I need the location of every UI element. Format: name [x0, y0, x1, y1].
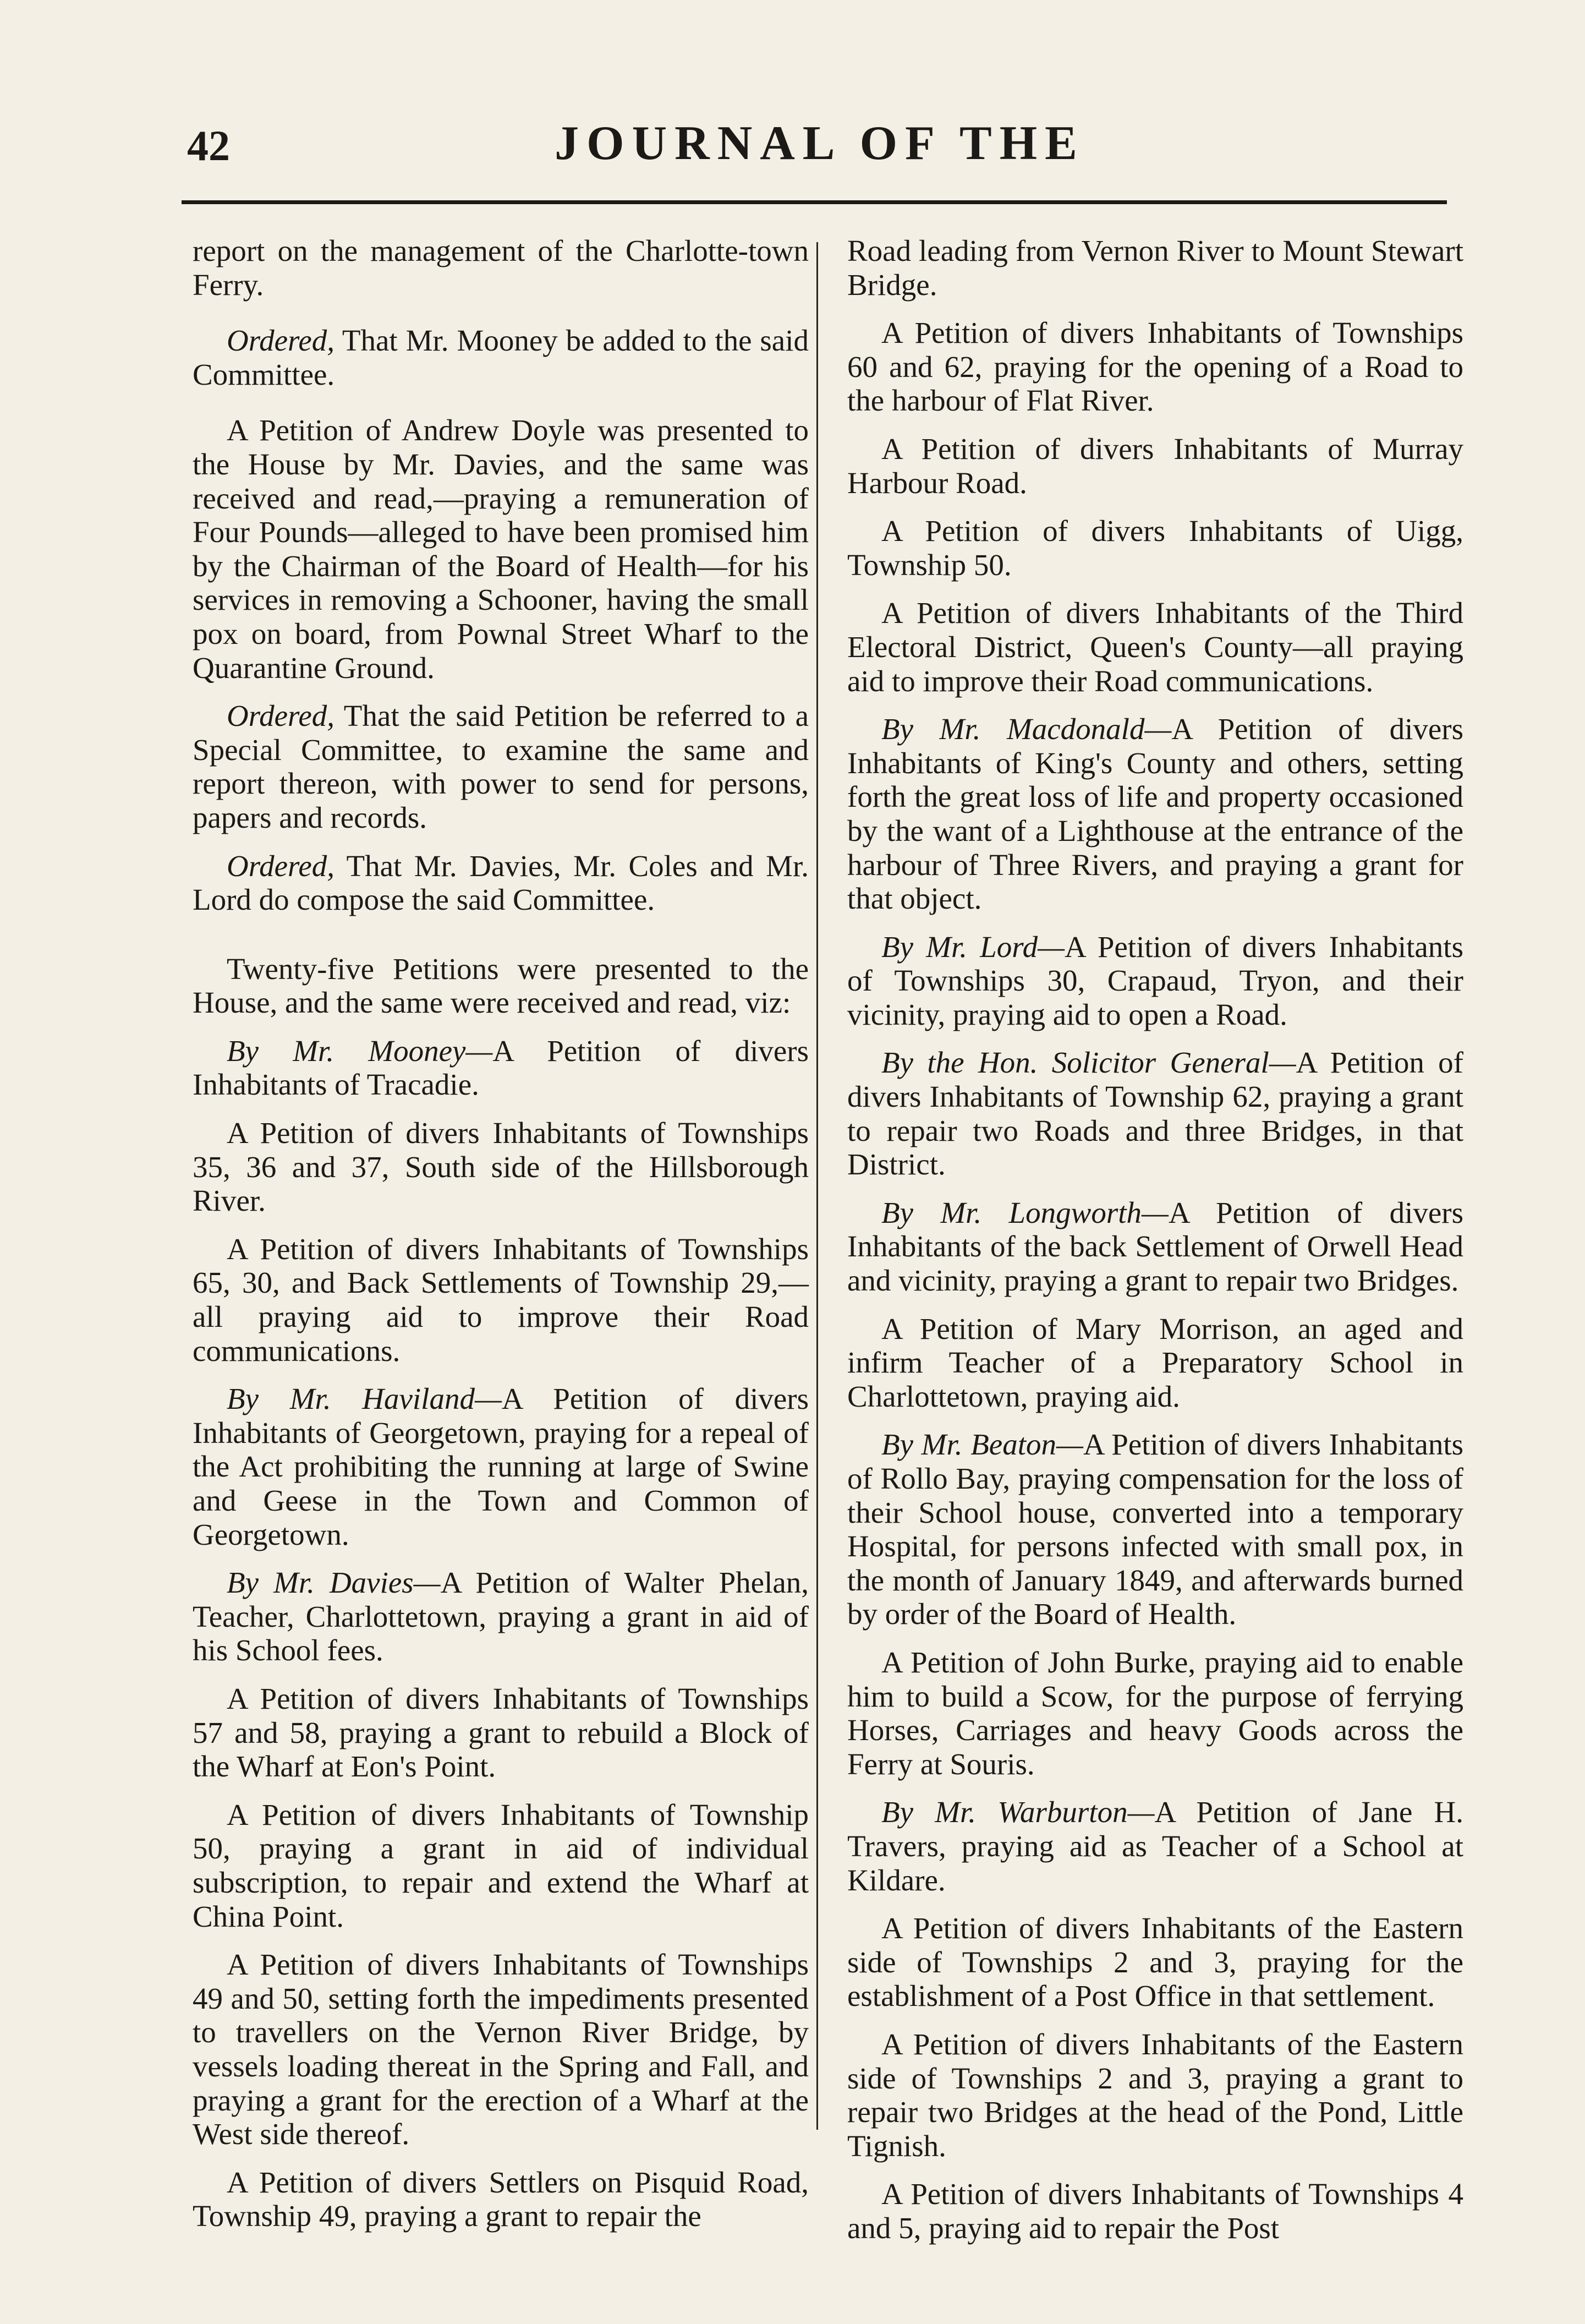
- header-rule: [182, 200, 1447, 204]
- paragraph: A Petition of Andrew Doyle was presented to the House by Mr. Davies, and the same was received and read,—praying a remuneration of Four Pounds—alleged to have been promised him by the Chairman of the Board of Health—for his services in removing a Schooner, having the small pox on board, from Pownal Street Wharf to the Quarantine Ground.: [193, 413, 809, 685]
- paragraph: Twenty-five Petitions were presented to the House, and the same were received and read, viz:: [193, 952, 809, 1020]
- page-number: 42: [187, 122, 230, 169]
- paragraph: By Mr. Mooney—A Petition of divers Inhabitants of Tracadie.: [193, 1034, 809, 1102]
- paragraph: Ordered, That Mr. Davies, Mr. Coles and Mr. Lord do compose the said Committee.: [193, 849, 809, 917]
- paragraph: A Petition of divers Inhabitants of Townships 60 and 62, praying for the opening of a Road to the harbour of Flat River.: [847, 316, 1463, 418]
- paragraph: By Mr. Lord—A Petition of divers Inhabitants of Townships 30, Crapaud, Tryon, and their vicinity, praying aid to open a Road.: [847, 929, 1463, 1031]
- paragraph: By Mr. Longworth—A Petition of divers Inhabitants of the back Settlement of Orwell Head and vicinity, praying a grant to repair two Bridges.: [847, 1195, 1463, 1298]
- paragraph: A Petition of John Burke, praying aid to enable him to build a Scow, for the purpose of ferrying Horses, Carriages and heavy Goods across the Ferry at Souris.: [847, 1645, 1463, 1781]
- paragraph: By Mr. Haviland—A Petition of divers Inhabitants of Georgetown, praying for a repeal of the Act prohibiting the running at large of Swine and Geese in the Town and Common of Georgetown.: [193, 1382, 809, 1551]
- column-divider: [816, 242, 818, 2130]
- paragraph: A Petition of divers Inhabitants of the Eastern side of Townships 2 and 3, praying a grant to repair two Bridges at the head of the Pond, Little Tignish.: [847, 2027, 1463, 2163]
- paragraph: Ordered, That the said Petition be referred to a Special Committee, to examine the same and report thereon, with power to send for persons, papers and records.: [193, 699, 809, 834]
- paragraph: A Petition of divers Inhabitants of Murray Harbour Road.: [847, 431, 1463, 500]
- paragraph: A Petition of divers Settlers on Pisquid Road, Township 49, praying a grant to repair the: [193, 2165, 809, 2233]
- paragraph: By Mr. Davies—A Petition of Walter Phelan, Teacher, Charlottetown, praying a grant in aid of his School fees.: [193, 1566, 809, 1667]
- paragraph: A Petition of divers Inhabitants of Townships 4 and 5, praying aid to repair the Post: [847, 2177, 1463, 2245]
- paragraph: A Petition of divers Inhabitants of Townships 57 and 58, praying a grant to rebuild a Block of the Wharf at Eon's Point.: [193, 1681, 809, 1784]
- running-title: JOURNAL OF THE: [555, 117, 1085, 170]
- right-column: [847, 234, 1463, 2259]
- paragraph: Road leading from Vernon River to Mount Stewart Bridge.: [847, 234, 1463, 302]
- paragraph: A Petition of divers Inhabitants of Uigg, Township 50.: [847, 514, 1463, 582]
- paragraph: A Petition of divers Inhabitants of the Eastern side of Townships 2 and 3, praying for the establishment of a Post Office in that settlement.: [847, 1911, 1463, 2013]
- paragraph: A Petition of divers Inhabitants of Township 50, praying a grant in aid of individual subscription, to repair and extend the Wharf at China Point.: [193, 1797, 809, 1933]
- paragraph: A Petition of divers Inhabitants of Townships 65, 30, and Back Settlements of Township 29,—all praying aid to improve their Road communications.: [193, 1232, 809, 1368]
- paragraph: By the Hon. Solicitor General—A Petition of divers Inhabitants of Township 62, praying a grant to repair two Roads and three Bridges, in that District.: [847, 1046, 1463, 1182]
- paragraph: report on the management of the Charlotte-town Ferry.: [193, 234, 809, 302]
- paragraph: A Petition of divers Inhabitants of Townships 35, 36 and 37, South side of the Hillsborough River.: [193, 1116, 809, 1218]
- paragraph: A Petition of Mary Morrison, an aged and infirm Teacher of a Preparatory School in Charlottetown, praying aid.: [847, 1311, 1463, 1413]
- paragraph: By Mr. Warburton—A Petition of Jane H. Travers, praying aid as Teacher of a School at Kildare.: [847, 1795, 1463, 1897]
- paragraph: By Mr. Macdonald—A Petition of divers Inhabitants of King's County and others, setting forth the great loss of life and property occasioned by the want of a Lighthouse at the entrance of the harbour of Three Rivers, and praying a grant for that object.: [847, 712, 1463, 916]
- page-header: [187, 110, 1452, 187]
- left-column: [193, 234, 809, 2248]
- paragraph: By Mr. Beaton—A Petition of divers Inhabitants of Rollo Bay, praying compensation for the loss of their School house, converted into a temporary Hospital, for persons infected with small pox, in the month of January 1849, and afterwards burned by order of the Board of Health.: [847, 1428, 1464, 1631]
- paragraph: A Petition of divers Inhabitants of Townships 49 and 50, setting forth the impediments presented to travellers on the Vernon River Bridge, by vessels loading thereat in the Spring and Fall, and praying a grant for the erection of a Wharf at the West side thereof.: [193, 1948, 809, 2151]
- paragraph: A Petition of divers Inhabitants of the Third Electoral District, Queen's County—all praying aid to improve their Road communications.: [847, 596, 1463, 698]
- paragraph: Ordered, That Mr. Mooney be added to the said Committee.: [193, 324, 809, 391]
